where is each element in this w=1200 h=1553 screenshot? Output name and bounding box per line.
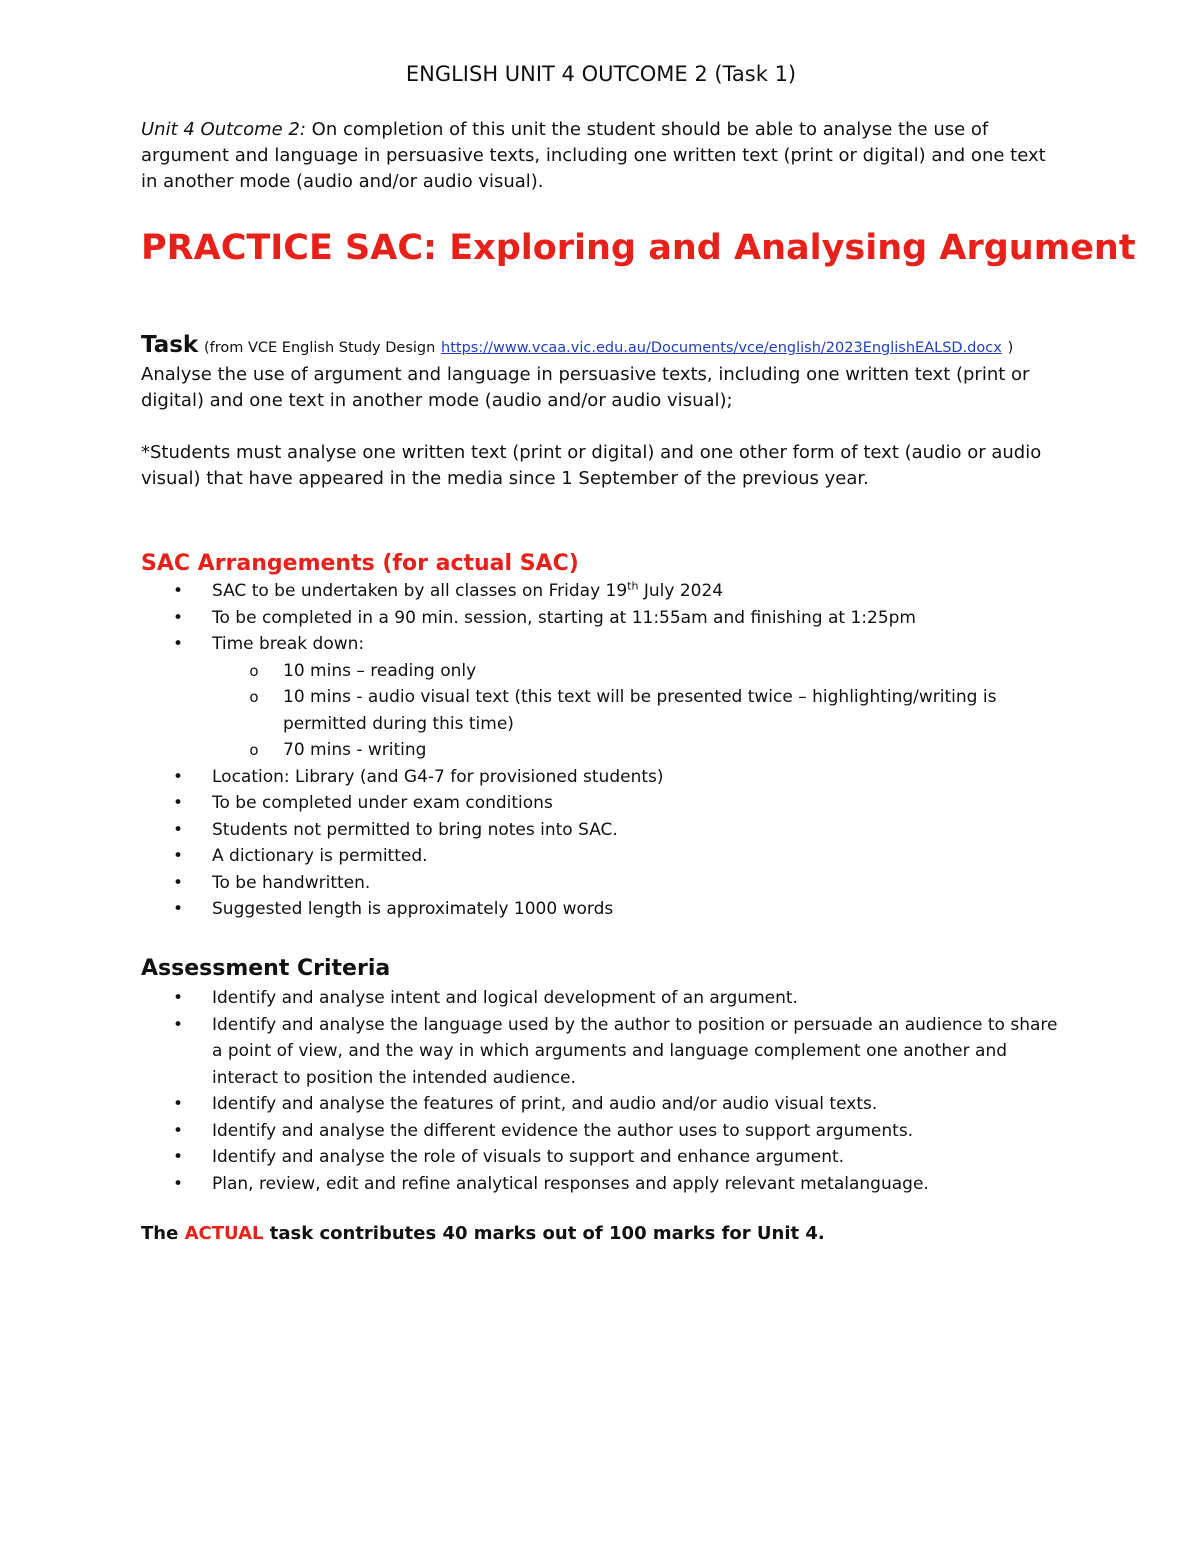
list-item	[141, 1118, 1061, 1145]
list-item-text: Plan, review, edit and refine analytical responses and apply relevant metalanguage.	[212, 1173, 929, 1194]
sub-list-item	[141, 684, 1061, 737]
list-item-text: Location: Library (and G4-7 for provisioned students)	[212, 766, 664, 787]
list-item	[141, 870, 1061, 897]
task-note: *Students must analyse one written text (print or digital) and one other form of text (audio or audio visual) that have appeared in the media since 1 September of the previous year.	[141, 442, 1042, 489]
task-heading	[141, 332, 1061, 361]
list-item-text: Identify and analyse the role of visuals to support and enhance argument.	[212, 1147, 845, 1167]
list-item	[141, 1091, 1061, 1118]
bullet-icon: •	[172, 1173, 184, 1194]
circle-bullet-icon: o	[249, 741, 259, 759]
marks-suffix: task contributes 40 marks out of 100 marks for Unit 4.	[269, 1223, 825, 1244]
actual-emphasis: ACTUAL	[184, 1223, 264, 1244]
list-item	[141, 1144, 1061, 1171]
outcome-text: On completion of this unit the student should be able to analyse the use of argument and language in persuasive texts, including one written text (print or digital) and one text in another mode (audio and/or audio visual).	[141, 119, 1046, 192]
list-item-text: Identify and analyse the different evidence the author uses to support arguments.	[212, 1120, 914, 1141]
list-item-text: Time break down:	[212, 634, 365, 654]
sac-arrangements-heading: SAC Arrangements (for actual SAC)	[141, 551, 579, 576]
list-item	[141, 985, 1061, 1012]
bullet-icon: •	[172, 1120, 184, 1141]
list-item	[141, 631, 1061, 658]
sub-list-item	[141, 658, 1061, 685]
sac-arrangements-list	[141, 578, 1061, 923]
assessment-criteria-heading: Assessment Criteria	[141, 956, 391, 981]
list-item-text: Identify and analyse the language used by the author to position or persuade an audience to share a point of view, and the way in which arguments and language complement one another and interact to position the intended audience.	[212, 1014, 1058, 1088]
bullet-icon: •	[172, 634, 184, 654]
bullet-icon: •	[172, 793, 184, 813]
task-description: Analyse the use of argument and language in persuasive texts, including one written text (print or digital) and one text in another mode (audio and/or audio visual);	[141, 364, 1030, 411]
list-item	[141, 896, 1061, 923]
sub-list-item-text: 10 mins – reading only	[283, 660, 477, 681]
bullet-icon: •	[172, 872, 184, 893]
bullet-icon: •	[172, 1014, 184, 1035]
list-item	[141, 790, 1061, 817]
list-item	[141, 1012, 1061, 1092]
outcome-statement	[141, 117, 1061, 195]
list-item	[141, 764, 1061, 791]
list-item-text: Students not permitted to bring notes into SAC.	[212, 819, 618, 840]
sub-list-item-text: 70 mins - writing	[283, 740, 427, 760]
list-item	[141, 605, 1061, 632]
circle-bullet-icon: o	[249, 661, 259, 680]
task-source-prefix: (from VCE English Study Design	[203, 340, 436, 356]
list-item-text: Identify and analyse the features of print, and audio and/or audio visual texts.	[212, 1094, 878, 1114]
task-heading-label: Task	[141, 332, 199, 358]
practice-sac-title: PRACTICE SAC: Exploring and Analysing Argument	[141, 228, 1136, 268]
sub-list-item	[141, 737, 1061, 764]
sub-list-item-text: 10 mins - audio visual text (this text will be presented twice – highlighting/writing is permitted during this time)	[283, 687, 997, 734]
ordinal-suffix: th	[627, 579, 639, 593]
list-item-text: To be handwritten.	[212, 872, 371, 893]
study-design-link[interactable]: https://www.vcaa.vic.edu.au/Documents/vce/english/2023EnglishEALSD.docx	[441, 340, 1002, 356]
list-item-text: To be completed in a 90 min. session, starting at 11:55am and finishing at 1:25pm	[212, 607, 916, 628]
list-item-text: SAC to be undertaken by all classes on Friday 19	[212, 581, 628, 601]
outcome-label: Unit 4 Outcome 2:	[141, 119, 306, 140]
list-item-text: Identify and analyse intent and logical development of an argument.	[212, 988, 798, 1008]
circle-bullet-icon: o	[249, 688, 259, 706]
bullet-icon: •	[172, 819, 184, 840]
bullet-icon: •	[172, 581, 184, 601]
marks-statement	[141, 1220, 1061, 1248]
document-title: ENGLISH UNIT 4 OUTCOME 2 (Task 1)	[405, 62, 797, 86]
list-item	[141, 578, 1061, 605]
bullet-icon: •	[172, 766, 184, 787]
bullet-icon: •	[172, 1147, 184, 1167]
bullet-icon: •	[172, 988, 184, 1008]
bullet-icon: •	[172, 1094, 184, 1114]
bullet-icon: •	[172, 846, 184, 866]
marks-prefix: The	[141, 1223, 179, 1244]
list-item	[141, 1171, 1061, 1198]
list-item	[141, 817, 1061, 844]
list-item-text: To be completed under exam conditions	[212, 793, 553, 813]
list-item-text: Suggested length is approximately 1000 words	[212, 899, 614, 919]
assessment-criteria-list	[141, 985, 1061, 1197]
list-item	[141, 843, 1061, 870]
list-item-text: July 2024	[638, 581, 724, 601]
task-source-suffix: )	[1007, 340, 1014, 356]
bullet-icon: •	[172, 607, 184, 628]
bullet-icon: •	[172, 899, 184, 919]
list-item-text: A dictionary is permitted.	[212, 846, 428, 866]
